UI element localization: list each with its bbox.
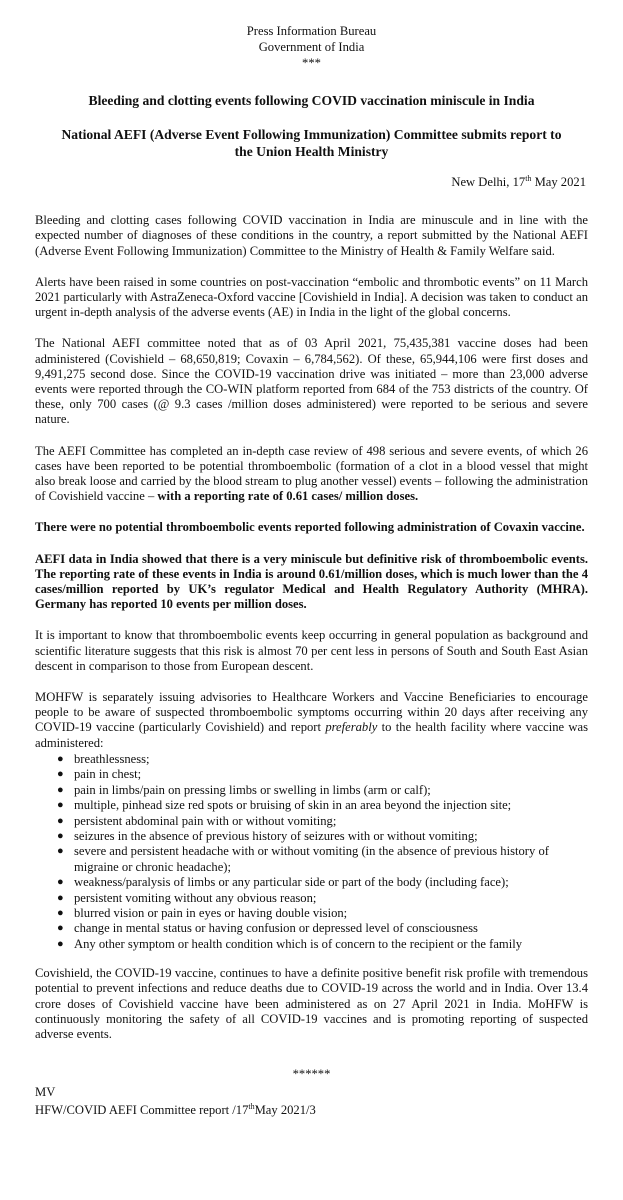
paragraph-covaxin: There were no potential thromboembolic events reported following administration of Covaxin vaccine. bbox=[35, 520, 585, 535]
page-title: Bleeding and clotting events following COVID vaccination miniscule in India bbox=[88, 93, 535, 108]
symptom-text: Any other symptom or health condition which is of concern to the recipient or the family bbox=[74, 936, 523, 951]
bullet-icon: ● bbox=[57, 906, 64, 919]
bullet-icon: ● bbox=[57, 752, 64, 765]
list-item bbox=[57, 783, 588, 798]
bullet-icon: ● bbox=[57, 922, 64, 935]
symptom-text: multiple, pinhead size red spots or bruising of skin in an area beyond the injection site; bbox=[74, 798, 512, 813]
advisories-text-a: MOHFW is separately issuing advisories to Healthcare Workers and Vaccine Beneficiaries to encourage people to be aware of suspected thromboembolic symptoms occurring within 20 days after receiving any COVID-19 vaccine (particularly Covishield) and report bbox=[35, 690, 588, 735]
symptom-text: persistent vomiting without any obvious reason; bbox=[74, 890, 317, 905]
symptom-text: severe and persistent headache with or without vomiting (in the absence of previous history of migraine or chronic headache); bbox=[74, 844, 549, 874]
list-item bbox=[57, 906, 588, 921]
paragraph-background: It is important to know that thromboembolic events keep occurring in general population as background and scientific literature suggests that this risk is almost 70 per cent less in persons of South and South East Asian descent in comparison to those from European descent. bbox=[35, 628, 588, 673]
symptom-text: change in mental status or having confusion or depressed level of consciousness bbox=[74, 921, 478, 936]
symptom-text: weakness/paralysis of limbs or any particular side or part of the body (including face); bbox=[74, 875, 509, 890]
advisories-text-b: to the health facility where vaccine was administered: bbox=[35, 720, 588, 750]
dateline-rest: May 2021 bbox=[531, 175, 586, 189]
bullet-icon: ● bbox=[57, 876, 64, 889]
paragraph-case-review bbox=[35, 444, 588, 505]
list-item bbox=[57, 752, 588, 767]
symptom-text: pain in chest; bbox=[74, 767, 142, 782]
dateline-prefix: New Delhi, 17 bbox=[451, 175, 526, 189]
symptom-text: breathlessness; bbox=[74, 751, 150, 766]
list-item bbox=[57, 891, 588, 906]
page-subtitle: National AEFI (Adverse Event Following Immunization) Committee submits report to the Union Health Ministry bbox=[61, 127, 562, 159]
symptom-text: pain in limbs/pain on pressing limbs or swelling in limbs (arm or calf); bbox=[74, 782, 431, 797]
list-item bbox=[57, 921, 588, 936]
bullet-icon: ● bbox=[57, 829, 64, 842]
paragraph-covishield: Covishield, the COVID-19 vaccine, continues to have a definite positive benefit risk profile with tremendous potential to prevent infections and reduce deaths due to COVID-19 across the world and in India. Over 13.4 crore doses of Covishield vaccine have been administered as on 27 April 2021 in India. MoHFW is continuously monitoring the safety of all COVID-19 vaccines and is promoting reporting of suspected adverse events. bbox=[35, 966, 588, 1041]
document-header bbox=[35, 0, 588, 71]
org-name: Press Information Bureau bbox=[246, 24, 377, 38]
symptom-text: blurred vision or pain in eyes or having double vision; bbox=[74, 905, 348, 920]
list-item bbox=[57, 829, 588, 844]
bullet-icon: ● bbox=[57, 814, 64, 827]
paragraph-aefi-data: AEFI data in India showed that there is a very miniscule but definitive risk of thromboembolic events. The reporting rate of these events in India is around 0.61/million doses, which is much lower than the 4 cases/million reported by UK’s regulator Medical and Health Regulatory Authority (MHRA). Germany has reported 10 events per million doses. bbox=[35, 551, 588, 612]
case-review-text: The AEFI Committee has completed an in-depth case review of 498 serious and severe events, of which 26 cases have been reported to be potential thromboembolic (formation of a clot in a blood vessel that might also break loose and carried by the blood stream to plug another vessel) events – following the administration of Covishield vaccine – bbox=[35, 443, 588, 504]
case-review-rate: with a reporting rate of 0.61 cases/ million doses. bbox=[157, 489, 419, 504]
reference-rest: May 2021/3 bbox=[254, 1102, 316, 1117]
bullet-icon: ● bbox=[57, 845, 64, 858]
paragraph-advisories bbox=[35, 690, 588, 751]
dateline-suffix: th bbox=[525, 173, 532, 183]
symptom-text: persistent abdominal pain with or without vomiting; bbox=[74, 813, 337, 828]
reference-sup: th bbox=[248, 1101, 255, 1111]
bullet-icon: ● bbox=[57, 891, 64, 904]
paragraph-alerts: Alerts have been raised in some countries on post-vaccination “embolic and thrombotic events” on 11 March 2021 particularly with AstraZeneca-Oxford vaccine [Covishield in India]. A decision was taken to conduct an urgent in-depth analysis of the adverse events (AE) in India in the light of the global concerns. bbox=[35, 274, 588, 320]
symptom-list bbox=[35, 752, 588, 952]
bullet-icon: ● bbox=[57, 783, 64, 796]
dateline bbox=[35, 175, 588, 190]
list-item bbox=[57, 875, 588, 890]
list-item bbox=[57, 937, 588, 952]
bullet-icon: ● bbox=[57, 937, 64, 950]
paragraph-doses: The National AEFI committee noted that as of 03 April 2021, 75,435,381 vaccine doses had been administered (Covishield – 68,650,819; Covaxin – 6,784,562). Of these, 65,944,106 were first doses and 9,491,275 second dose. Since the COVID-19 vaccination drive was initiated – more than 23,000 adverse events were reported through the CO-WIN platform reported from 684 of the 753 districts of the country. Of these, only 700 cases (@ 9.3 cases /million doses administered) were reported to be serious and severe nature. bbox=[35, 336, 588, 427]
advisories-italic: preferably bbox=[325, 720, 378, 735]
document-reference bbox=[35, 1103, 588, 1118]
footer-stars: ****** bbox=[292, 1067, 331, 1082]
list-item bbox=[57, 798, 588, 813]
author-initials: MV bbox=[35, 1085, 56, 1100]
symptom-text: seizures in the absence of previous history of seizures with or without vomiting; bbox=[74, 828, 478, 843]
reference-prefix: HFW/COVID AEFI Committee report /17 bbox=[35, 1102, 249, 1117]
bullet-icon: ● bbox=[57, 799, 64, 812]
header-stars: *** bbox=[302, 56, 321, 70]
list-item bbox=[57, 814, 588, 829]
paragraph-intro: Bleeding and clotting cases following COVID vaccination in India are minuscule and in line with the expected number of diagnoses of these conditions in the country, a report submitted by the National AEFI (Adverse Event Following Immunization) Committee to the Ministry of Health & Family Welfare said. bbox=[35, 213, 588, 258]
bullet-icon: ● bbox=[57, 768, 64, 781]
list-item bbox=[57, 767, 588, 782]
government-name: Government of India bbox=[258, 40, 365, 54]
list-item bbox=[57, 844, 588, 875]
